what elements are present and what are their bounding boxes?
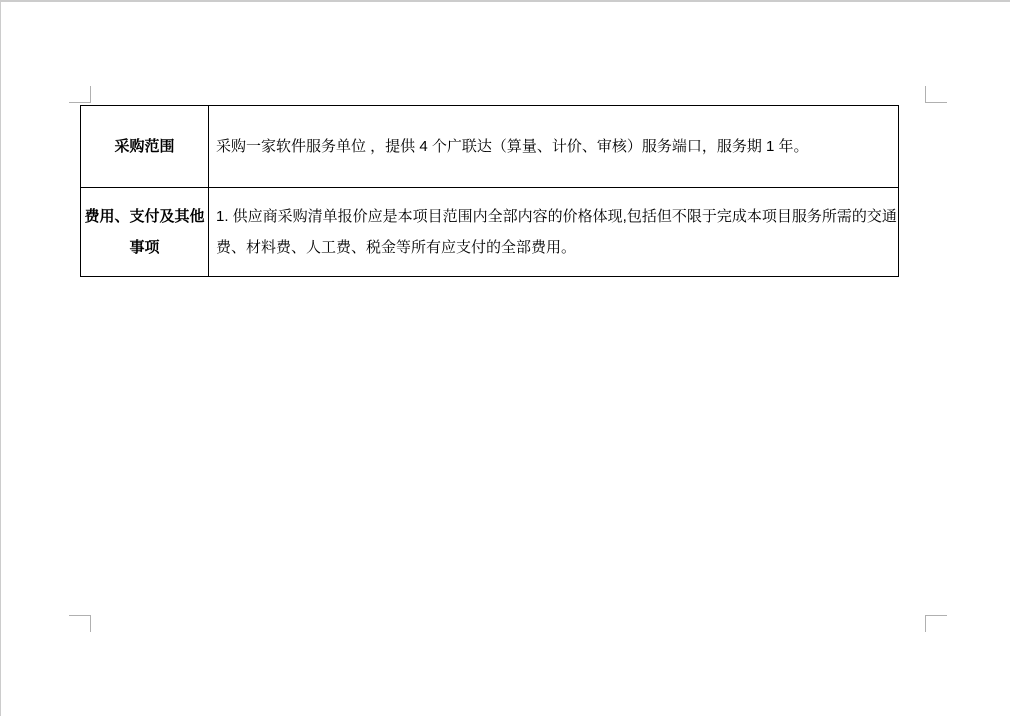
cell-fees-payment-content — [209, 188, 899, 277]
margin-crop-mark-bottom-right — [925, 615, 947, 632]
cell-text-line: 1. 供应商采购清单报价应是本项目范围内全部内容的价格体现,包括但不限于完成本项目服务所需的交通 — [216, 208, 897, 225]
table-row-procurement-scope — [81, 106, 899, 188]
row-header-fees-payment — [81, 188, 209, 277]
row-header-procurement-scope — [81, 106, 209, 188]
row-header-text: 事项 — [129, 239, 160, 256]
margin-crop-mark-bottom-left — [69, 615, 91, 632]
margin-crop-mark-top-left — [69, 86, 91, 103]
margin-crop-mark-top-right — [925, 86, 947, 103]
table-row-fees-payment — [81, 188, 899, 277]
cell-text-line: 采购一家软件服务单位 ，提供 4 个广联达（算量、计价、审核）服务端口，服务期 1 年。 — [216, 138, 809, 155]
row-header-text: 费用、支付及其他 — [84, 208, 205, 225]
row-header-text: 采购范围 — [114, 138, 175, 155]
procurement-info-table — [80, 105, 899, 277]
cell-procurement-scope-content — [209, 106, 899, 188]
cell-text-line: 费、材料费、人工费、税金等所有应支付的全部费用。 — [216, 239, 577, 256]
